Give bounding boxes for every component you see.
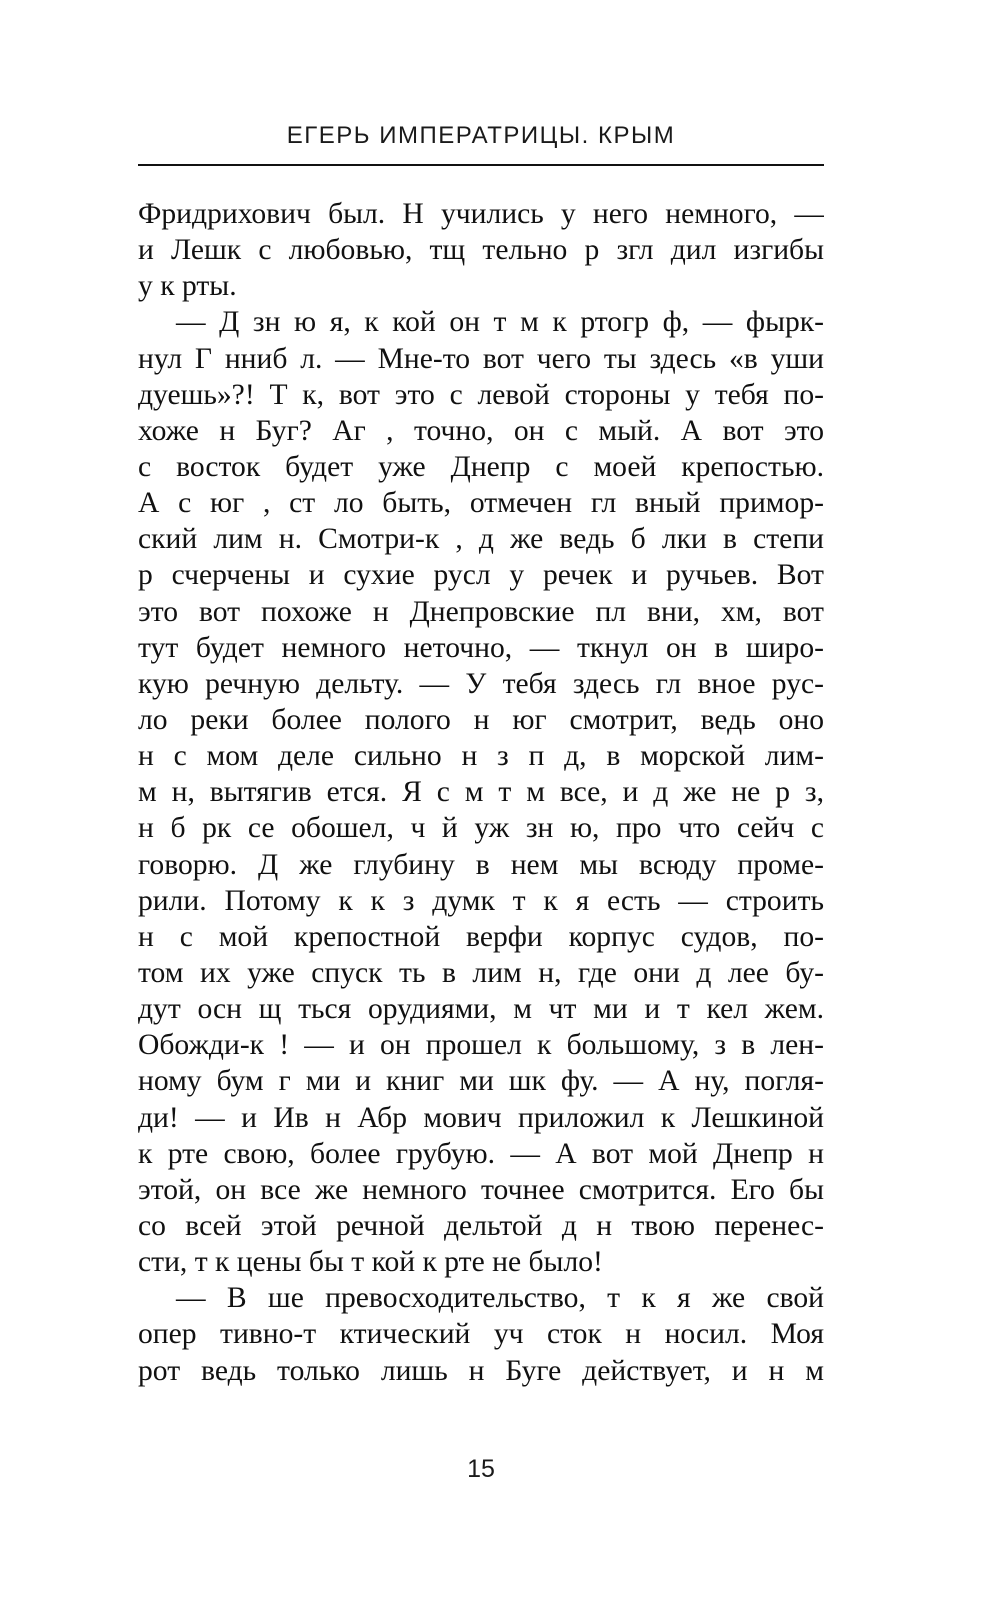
text-line: Обожди-к ! — и он прошел к большому, з в лен-: [138, 1029, 824, 1062]
header-rule: [138, 164, 824, 166]
text-line: кую речную дельту. — У тебя здесь гл вное рус-: [138, 667, 824, 700]
text-line: это вот похоже н Днепровские пл вни, хм, вот: [138, 595, 824, 628]
text-line: к рте свою, более грубую. — А вот мой Днепр н: [138, 1137, 824, 1170]
text-line: дуешь»?! Т к, вот это с левой стороны у тебя по-: [138, 378, 824, 411]
text-line: говорю. Д же глубину в нем мы всюду проме-: [138, 848, 824, 881]
body-text: [138, 196, 824, 1389]
text-line: — Д зн ю я, к кой он т м к ртогр ф, — фырк-: [176, 306, 824, 339]
text-line: ло реки более полого н юг смотрит, ведь оно: [138, 703, 824, 736]
text-line: со всей этой речной дельтой д н твою перенес-: [138, 1209, 824, 1242]
text-line: и Лешк с любовью, тщ тельно р згл дил изгибы: [138, 234, 824, 267]
text-line: том их уже спуск ть в лим н, где они д лее бу-: [138, 956, 824, 989]
text-line: у к рты.: [138, 270, 237, 303]
text-line: н с мом деле сильно н з п д, в морской лим-: [138, 740, 824, 773]
text-line: дут осн щ ться орудиями, м чт ми и т кел жем.: [138, 993, 824, 1026]
text-line: ному бум г ми и книг ми шк фу. — А ну, погля-: [138, 1065, 824, 1098]
text-line: тут будет немного неточно, — ткнул он в широ-: [138, 631, 824, 664]
text-line: — В ше превосходительство, т к я же свой: [176, 1282, 824, 1315]
text-line: с восток будет уже Днепр с моей крепостью.: [138, 450, 824, 483]
text-line: н с мой крепостной верфи корпус судов, по-: [138, 920, 824, 953]
text-line: рот ведь только лишь н Буге действует, и н м: [138, 1354, 824, 1387]
text-line: А с юг , ст ло быть, отмечен гл вный примор-: [138, 487, 824, 520]
text-line: р счерчены и сухие русл у речек и ручьев. Вот: [138, 559, 824, 592]
text-line: рили. Потому к к з думк т к я есть — строить: [138, 884, 824, 917]
text-line: н б рк се обошел, ч й уж зн ю, про что сейч с: [138, 812, 824, 845]
text-line: ский лим н. Смотри-к , д же ведь б лки в степи: [138, 523, 824, 556]
text-line: хоже н Буг? Аг , точно, он с мый. А вот это: [138, 414, 824, 447]
text-line: этой, он все же немного точнее смотрится. Его бы: [138, 1173, 824, 1206]
text-line: Фридрихович был. Н учились у него немного, —: [138, 198, 824, 230]
page-number: 15: [467, 1455, 495, 1483]
text-line: сти, т к цены бы т кой к рте не было!: [138, 1246, 603, 1279]
text-line: ди! — и Ив н Абр мович приложил к Лешкиной: [138, 1101, 824, 1134]
text-line: опер тивно-т ктический уч сток н носил. Моя: [138, 1318, 824, 1351]
text-line: нул Г нниб л. — Мне-то вот чего ты здесь «в уши: [138, 342, 824, 375]
running-header: ЕГЕРЬ ИМПЕРАТРИЦЫ. КРЫМ: [286, 122, 676, 149]
text-line: м н, вытягив ется. Я с м т м все, и д же не р з,: [138, 776, 824, 809]
